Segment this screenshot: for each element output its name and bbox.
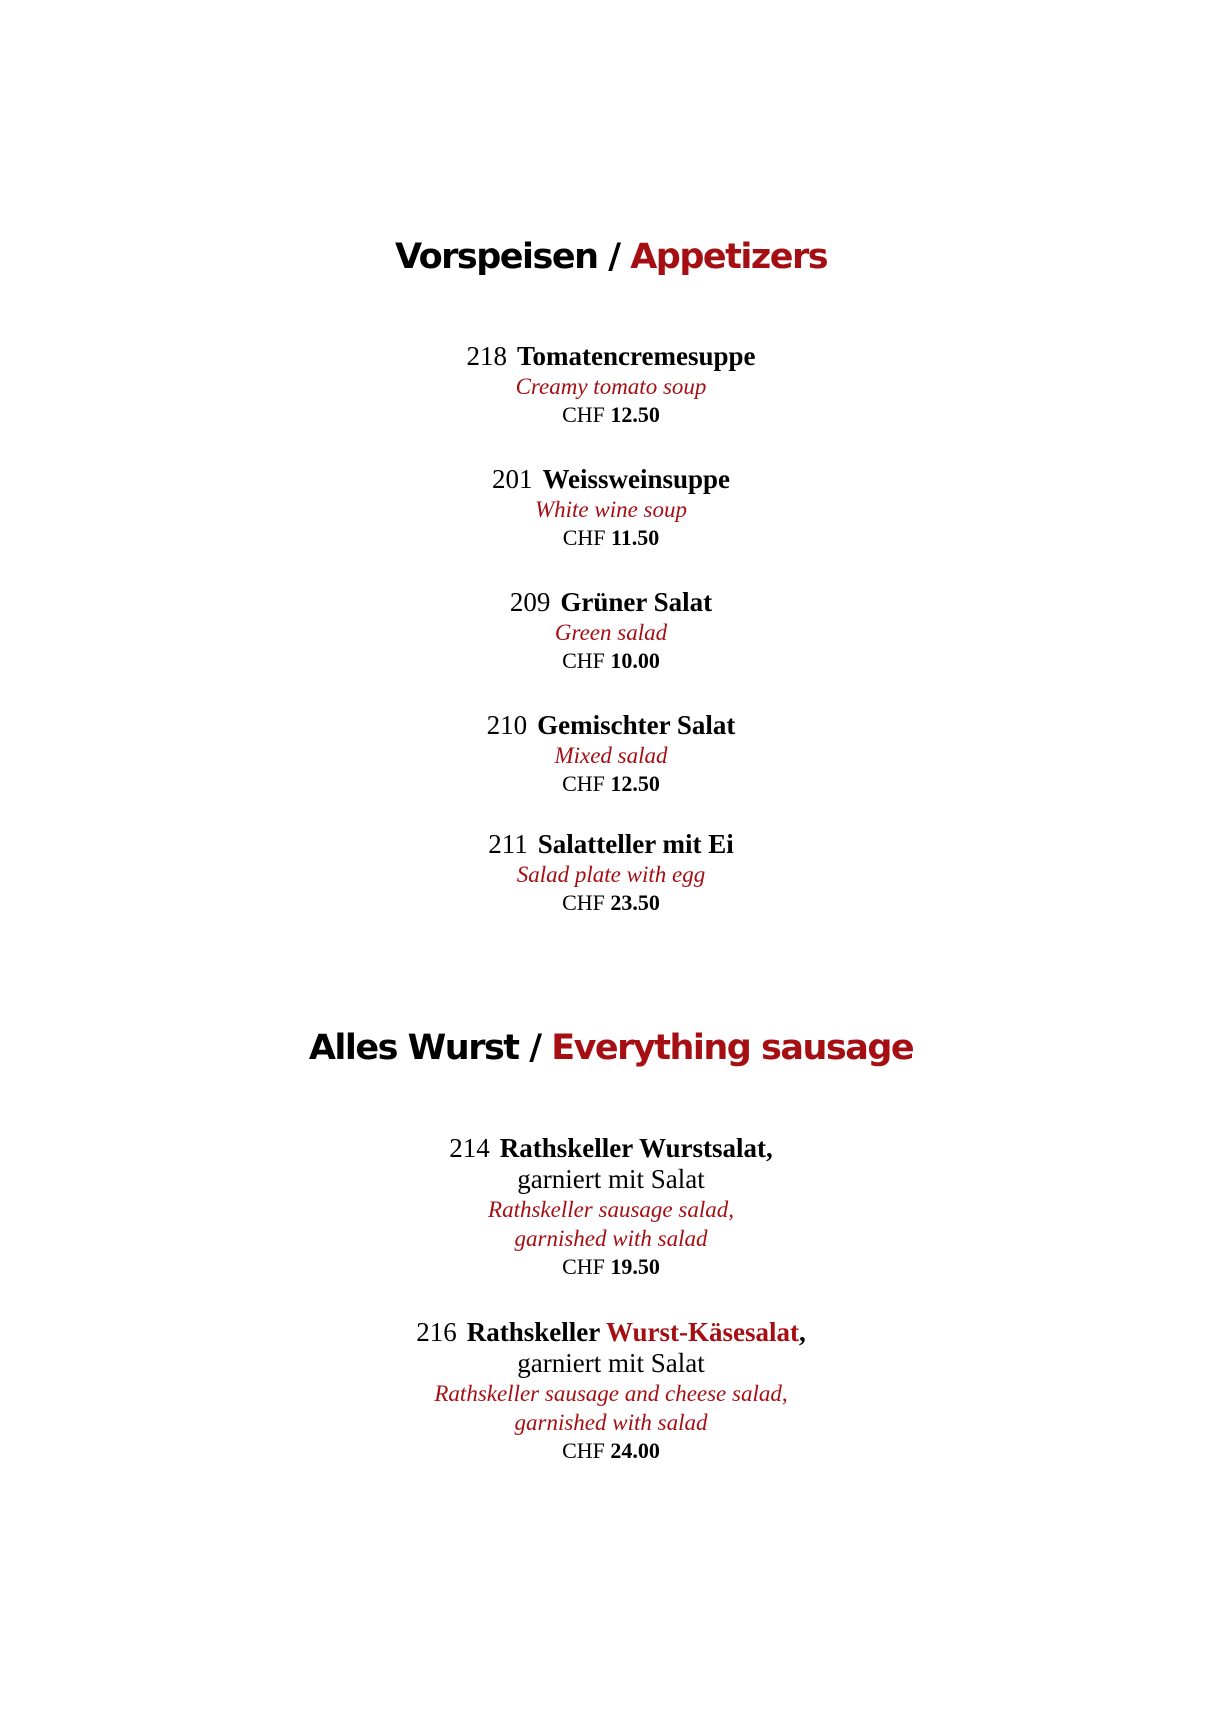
item-name: Weissweinsuppe <box>542 464 731 494</box>
item-description: White wine soup <box>534 497 688 522</box>
item-name: Tomatencremesuppe <box>517 341 756 371</box>
item-subline: garniert mit Salat <box>517 1348 705 1378</box>
item-number: 216 <box>416 1317 457 1347</box>
price-currency: CHF <box>562 771 605 796</box>
menu-item-214 <box>0 1133 1222 1280</box>
item-name-line <box>0 1133 1222 1164</box>
item-price <box>0 401 1222 428</box>
item-price <box>0 1253 1222 1280</box>
heading-german: Vorspeisen / <box>394 237 631 277</box>
price-amount: 11.50 <box>611 525 660 550</box>
item-name-line <box>0 341 1222 372</box>
item-number: 209 <box>509 587 551 617</box>
item-number: 201 <box>491 464 533 494</box>
item-description-1: Rathskeller sausage salad, <box>488 1197 734 1222</box>
price-currency: CHF <box>562 890 605 915</box>
item-name: Gemischter Salat <box>537 710 736 740</box>
price-amount: 10.00 <box>610 648 660 673</box>
item-name-highlight: Wurst-Käsesalat <box>606 1317 799 1347</box>
section-heading-appetizers <box>0 237 1222 277</box>
item-name: Grüner Salat <box>560 587 713 617</box>
heading-english: Appetizers <box>630 237 828 277</box>
item-name: Rathskeller Wurstsalat, <box>499 1133 773 1163</box>
price-currency: CHF <box>562 525 606 550</box>
item-price <box>0 889 1222 916</box>
price-amount: 24.00 <box>610 1438 660 1463</box>
item-price <box>0 524 1222 551</box>
price-amount: 12.50 <box>610 771 660 796</box>
item-description: Creamy tomato soup <box>515 374 707 399</box>
item-name-line <box>0 1317 1222 1348</box>
item-name-line <box>0 710 1222 741</box>
item-number: 214 <box>449 1133 490 1163</box>
item-name: Salatteller mit Ei <box>537 829 734 859</box>
item-number: 218 <box>466 341 507 371</box>
menu-item-210 <box>0 710 1222 797</box>
item-name-black: Rathskeller <box>466 1317 606 1347</box>
section-heading-sausage <box>0 1028 1222 1068</box>
price-amount: 23.50 <box>610 890 660 915</box>
item-price <box>0 770 1222 797</box>
price-amount: 12.50 <box>610 402 660 427</box>
item-name-tail: , <box>799 1317 806 1347</box>
item-number: 210 <box>486 710 528 740</box>
price-amount: 19.50 <box>610 1254 660 1279</box>
item-description-2: garnished with salad <box>514 1226 708 1251</box>
item-name-line <box>0 829 1222 860</box>
price-currency: CHF <box>562 648 605 673</box>
item-description-1: Rathskeller sausage and cheese salad, <box>434 1381 788 1406</box>
menu-item-209 <box>0 587 1222 674</box>
menu-item-211 <box>0 829 1222 916</box>
heading-english: Everything sausage <box>551 1028 914 1068</box>
item-description: Green salad <box>554 620 668 645</box>
menu-item-216 <box>0 1317 1222 1464</box>
item-description: Mixed salad <box>554 743 668 768</box>
heading-german: Alles Wurst / <box>308 1028 552 1068</box>
price-currency: CHF <box>562 1254 605 1279</box>
menu-item-201 <box>0 464 1222 551</box>
item-price <box>0 1437 1222 1464</box>
item-name-line <box>0 464 1222 495</box>
menu-item-218 <box>0 341 1222 428</box>
item-name-line <box>0 587 1222 618</box>
item-price <box>0 647 1222 674</box>
item-description-2: garnished with salad <box>514 1410 708 1435</box>
item-subline: garniert mit Salat <box>517 1164 705 1194</box>
price-currency: CHF <box>562 402 605 427</box>
item-description: Salad plate with egg <box>516 862 706 887</box>
price-currency: CHF <box>562 1438 605 1463</box>
item-number: 211 <box>488 829 528 859</box>
